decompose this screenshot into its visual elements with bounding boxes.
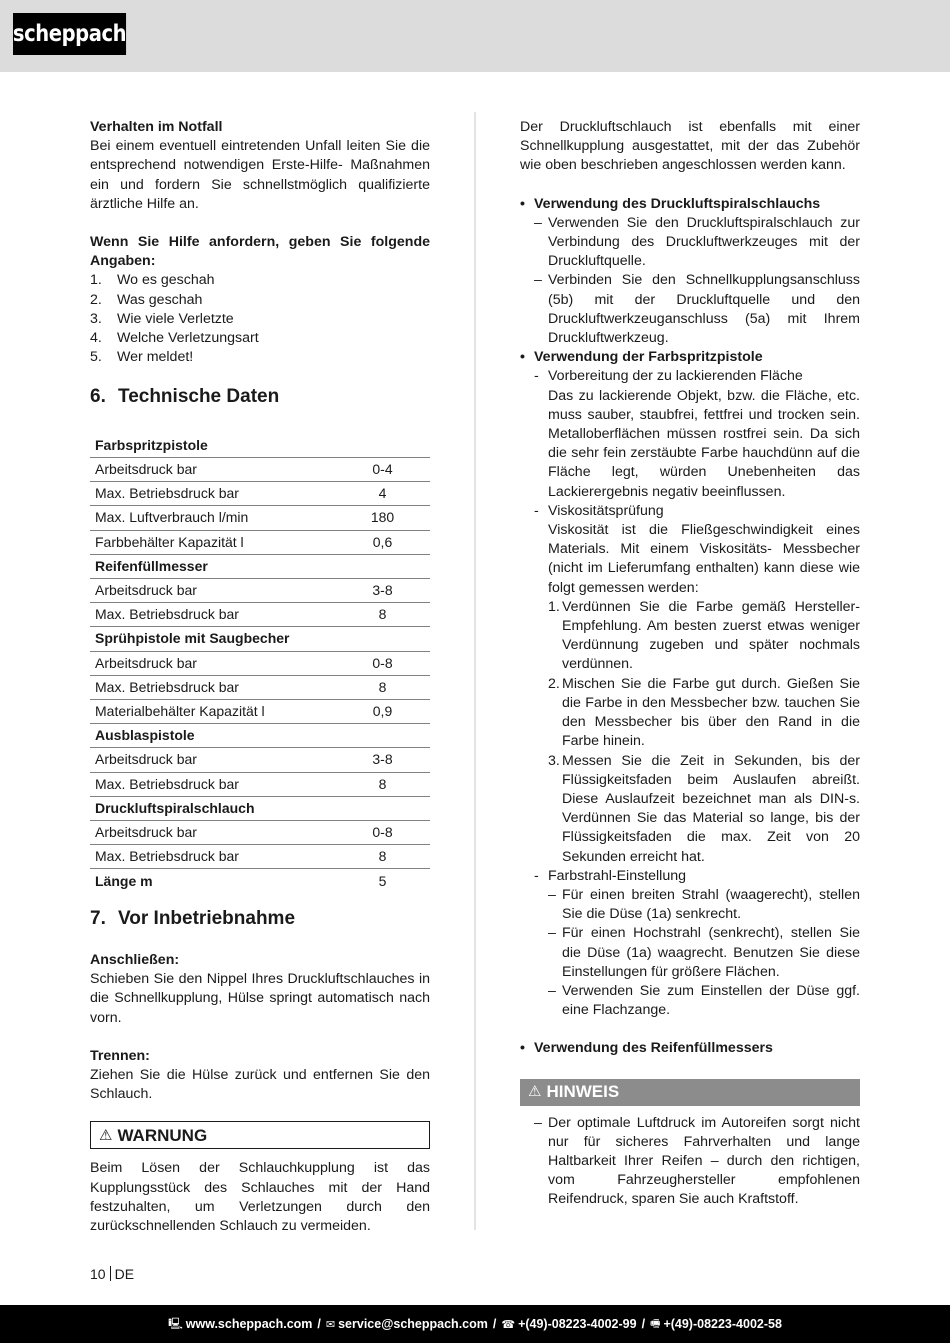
table-row: Farbbehälter Kapazität l 0,6	[90, 530, 430, 554]
phone-number: +(49)-08223-4002-99	[518, 1317, 637, 1331]
table-row: Max. Betriebsdruck bar 8	[90, 845, 430, 869]
viscosity-text: Viskosität ist die Fließgeschwindigkeit eines Materials. Mit einem Viskositäts- Messbecher (nicht im Lieferumfang enthalten) kann diese wie folgt gemessen werden:	[548, 522, 860, 596]
spiral-hose-heading: • Verwendung des Druckluftspiralschlauchs	[520, 195, 821, 212]
warning-box	[90, 1121, 430, 1149]
table-row: Max. Betriebsdruck bar 8	[90, 675, 430, 699]
emergency-text: Bei einem eventuell eintretenden Unfall leiten Sie die entsprechend notwendigen Erste-Hilfe- Maßnahmen ein und fordern Sie schnellstmöglich qualifizierte ärztliche Hilfe an.	[90, 138, 430, 212]
list-item: 1. Verdünnen Sie die Farbe gemäß Hersteller-Empfehlung. Am besten zuerst etwas weniger Verdünnung zugeben und später nochmals verdünnen.	[548, 598, 860, 673]
warning-label: WARNUNG	[117, 1125, 208, 1145]
email-link[interactable]: service@scheppach.com	[338, 1317, 488, 1331]
page-number: 10 DE	[90, 1266, 135, 1282]
help-title: Wenn Sie Hilfe anfordern, geben Sie folgende Angaben:	[90, 234, 430, 270]
right-column	[520, 118, 860, 1210]
column-divider	[474, 112, 476, 1230]
disconnect-title: Trennen:	[90, 1047, 150, 1064]
table-group-row: Druckluftspiralschlauch	[90, 796, 430, 820]
list-item: 1. Wo es geschah	[90, 272, 215, 289]
table-row: Max. Luftverbrauch l/min 180	[90, 506, 430, 530]
table-row: Max. Betriebsdruck bar 4	[90, 482, 430, 506]
warning-triangle-icon: ⚠	[528, 1083, 542, 1101]
viscosity-title: - Viskositätsprüfung	[534, 502, 664, 519]
list-item: 5. Wer meldet!	[90, 349, 194, 366]
disconnect-text: Ziehen Sie die Hülse zurück und entfernen Sie den Schlauch.	[90, 1066, 430, 1103]
tech-data-table	[90, 433, 430, 892]
table-row: Länge m 5	[95, 872, 387, 889]
table-row: Arbeitsdruck bar 3-8	[90, 748, 430, 772]
list-item: 4. Welche Verletzungsart	[90, 330, 259, 347]
notice-text: – Der optimale Luftdruck im Autoreifen sorgt nicht nur für sicheres Fahrverhalten und lange Haltbarkeit Ihrer Reifen – durch den richtigen, vom Fahrzeughersteller empfohlenen Reifendruck, sparen Sie auch Kraftstoff.	[534, 1114, 860, 1208]
help-list	[90, 271, 430, 367]
table-group-row: Farbspritzpistole	[90, 433, 430, 457]
left-column	[90, 118, 430, 1236]
list-item: – Verwenden Sie den Druckluftspiralschlauch zur Verbindung des Druckluftwerkzeuges mit der Druckluftquelle.	[534, 214, 860, 270]
mail-icon: ✉	[325, 1318, 336, 1331]
fax-icon: 🖷	[650, 1317, 661, 1330]
emergency-title: Verhalten im Notfall	[90, 119, 223, 135]
table-row: Max. Betriebsdruck bar 8	[90, 772, 430, 796]
jet-title: - Farbstrahl-Einstellung	[534, 867, 686, 884]
list-item: 3. Wie viele Verletzte	[90, 310, 234, 327]
table-row: Arbeitsdruck bar 3-8	[90, 578, 430, 602]
footer-bar: 🖳 www.scheppach.com / ✉ service@scheppach.com / ☎ +(49)-08223-4002-99 / 🖷 +(49)-08223-4002-58	[0, 1305, 950, 1343]
list-item: 2. Mischen Sie die Farbe gut durch. Gießen Sie die Farbe in den Messbecher bzw. tauchen Sie den Messbecher bis über den Rand in die Farbe hinein.	[548, 675, 860, 750]
header-bar	[0, 0, 950, 72]
warning-triangle-icon: ⚠	[99, 1126, 113, 1144]
prep-title: - Vorbereitung der zu lackierenden Fläche	[534, 368, 803, 385]
list-item: 2. Was geschah	[90, 291, 203, 308]
table-row: Arbeitsdruck bar 0-8	[90, 651, 430, 675]
phone-icon: ☎	[501, 1318, 516, 1331]
table-group-row: Reifenfüllmesser	[90, 554, 430, 578]
section-7-heading: 7. Vor Inbetriebnahme	[90, 907, 296, 929]
table-group-row: Sprühpistole mit Saugbecher	[90, 627, 430, 651]
notice-label: HINWEIS	[546, 1082, 620, 1102]
intro-text: Der Druckluftschlauch ist ebenfalls mit einer Schnellkupplung ausgestattet, mit der das Zubehör wie oben beschrieben angeschlossen werden kann.	[520, 119, 860, 174]
table-row: Max. Betriebsdruck bar 8	[90, 603, 430, 627]
list-item: – Verwenden Sie zum Einstellen der Düse ggf. eine Flachzange.	[548, 982, 860, 1019]
connect-text: Schieben Sie den Nippel Ihres Druckluftschlauches in die Schnellkupplung, Hülse springt automatisch nach vorn.	[90, 971, 430, 1026]
fax-number: +(49)-08223-4002-58	[663, 1317, 782, 1331]
list-item: – Für einen Hochstrahl (senkrecht), stellen Sie die Düse (1a) waagrecht. Benutzen Sie diese Einstellungen für größere Flächen.	[548, 925, 860, 980]
section-6-heading: 6. Technische Daten	[90, 386, 280, 408]
table-group-row: Ausblaspistole	[90, 724, 430, 748]
spraygun-heading: • Verwendung der Farbspritzpistole	[520, 349, 763, 366]
website-link[interactable]: www.scheppach.com	[185, 1317, 313, 1331]
prep-text: Das zu lackierende Objekt, bzw. die Fläche, etc. muss sauber, staubfrei, fettfrei und trocken sein. Metalloberflächen müssen rostfrei sein. Da sich die sehr fein zerstäubte Farbe hauchdünn auf die Fläche legt, würden Unebenheiten das Lackierergebnis negativ beeinflussen.	[548, 387, 860, 500]
list-item: – Für einen breiten Strahl (waagerecht), stellen Sie die Düse (1a) senkrecht.	[548, 886, 860, 923]
tire-gauge-heading: • Verwendung des Reifenfüllmessers	[520, 1040, 773, 1057]
warning-text: Beim Lösen der Schlauchkupplung ist das Kupplungsstück des Schlauches mit der Hand festzuhalten, um Verletzungen durch den zurückschnellenden Schlauch zu vermeiden.	[90, 1160, 430, 1234]
list-item: 3. Messen Sie die Zeit in Sekunden, bis der Flüssigkeitsfaden beim Auslaufen abreißt. Diese Auslaufzeit bezeichnet man als DIN-s. Verdünnen Sie das Material so lange, bis der Flüssigkeitsfaden die max. Zeit von 20 Sekunden erreicht hat.	[548, 752, 860, 865]
table-row: Arbeitsdruck bar 0-8	[90, 820, 430, 844]
table-row: Materialbehälter Kapazität l 0,9	[90, 699, 430, 723]
connect-title: Anschließen:	[90, 951, 180, 968]
list-item: – Verbinden Sie den Schnellkupplungsanschluss (5b) mit der Druckluftquelle und den Druckluftwerkzeuganschluss (5a) mit Ihrem Druckluftwerkzeug.	[534, 272, 860, 347]
scheppach-logo: scheppach	[13, 13, 126, 55]
table-row: Arbeitsdruck bar 0-4	[90, 457, 430, 481]
notice-box	[520, 1079, 860, 1106]
computer-icon: 🖳	[168, 1317, 183, 1330]
